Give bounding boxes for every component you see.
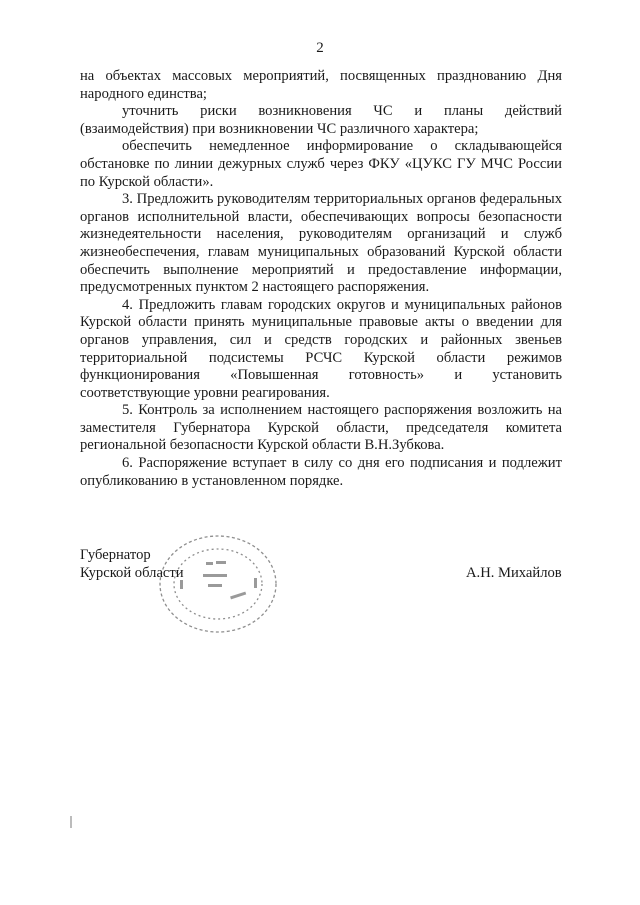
paragraph-item-3: 3. Предложить руководителям территориальных органов федеральных органов исполнительной власти, обеспечивающих вопросы безопасности жизнедеятельности населения, руководителям организаций и служб жизнеобеспечения, главам муниципальных образований Курской области обеспечить выполнение мероприятий и предоставление информации, предусмотренных пунктом 2 настоящего распоряжения. <box>80 191 562 296</box>
paragraph-mass-events: на объектах массовых мероприятий, посвященных празднованию Дня народного единства; <box>80 68 562 102</box>
scan-artifact <box>70 816 72 828</box>
signatory-name: А.Н. Михайлов <box>466 565 562 581</box>
signature-position: Губернатор <box>80 547 151 563</box>
official-stamp <box>140 524 290 644</box>
paragraph-item-4: 4. Предложить главам городских округов и муниципальных районов Курской области принять муниципальные правовые акты о введении для органов управления, сил и средств городских и районных звеньев территориальной подсистемы РСЧС Курской области режимов функционирования «Повышенная готовность» и установить соответствующие уровни реагирования. <box>80 296 562 401</box>
paragraph-item-6: 6. Распоряжение вступает в силу со дня его подписания и подлежит опубликованию в установленном порядке. <box>80 455 562 489</box>
signature-region: Курской области <box>80 564 184 581</box>
document-body <box>80 68 562 490</box>
paragraph-item-5: 5. Контроль за исполнением настоящего распоряжения возложить на заместителя Губернатора Курской области, председателя комитета региональной безопасности Курской области В.Н.Зубкова. <box>80 402 562 454</box>
paragraph-clarify-risks: уточнить риски возникновения ЧС и планы действий (взаимодействия) при возникновении ЧС различного характера; <box>80 103 562 137</box>
signature-title <box>80 547 184 582</box>
page-number: 2 <box>316 40 324 56</box>
paragraph-inform: обеспечить немедленное информирование о складывающейся обстановке по линии дежурных служб через ФКУ «ЦУКС ГУ МЧС России по Курской области». <box>80 138 562 190</box>
